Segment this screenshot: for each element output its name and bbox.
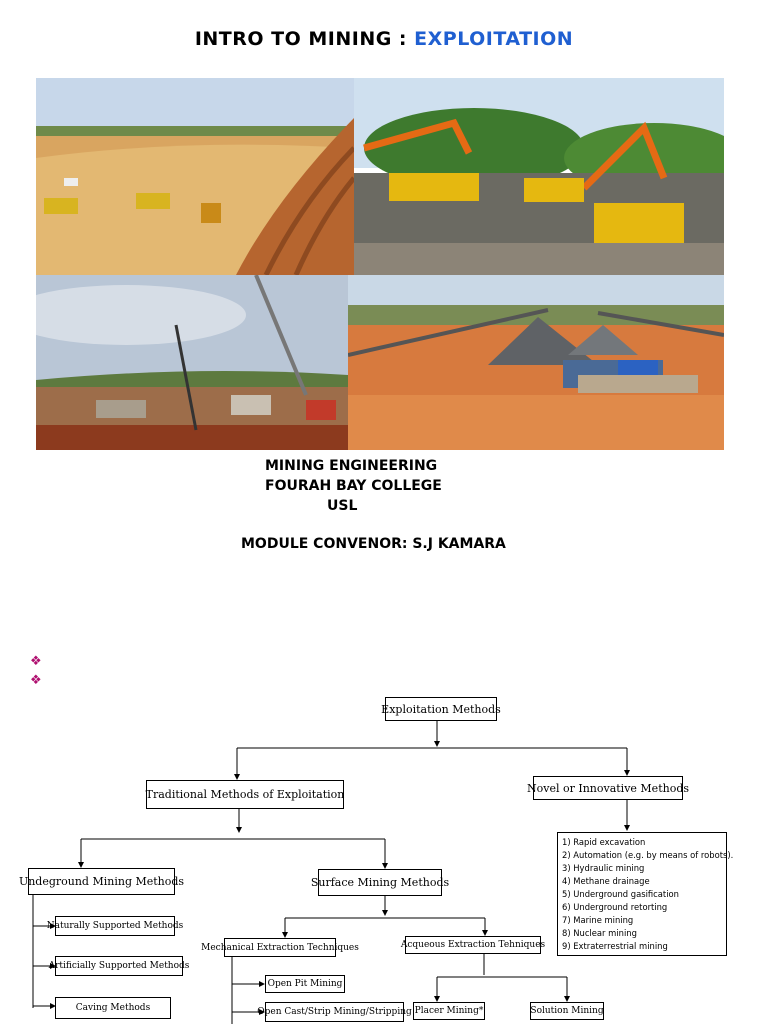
list-item: 1) Rapid excavation xyxy=(562,837,646,847)
list-item: 7) Marine mining xyxy=(562,915,634,925)
naturally-supported-node: Naturally Supported Methods xyxy=(55,916,175,936)
list-item: 4) Methane drainage xyxy=(562,876,650,886)
excavators-photo xyxy=(354,78,724,275)
page-title xyxy=(0,28,768,50)
bullet-marker: ❖ xyxy=(30,673,42,688)
university-line: USL xyxy=(327,498,358,514)
mechanical-extraction-node: Mechanical Extraction Techniques xyxy=(224,938,336,957)
processing-plant-photo xyxy=(348,275,724,450)
list-item: 3) Hydraulic mining xyxy=(562,863,645,873)
surface-methods-node: Surface Mining Methods xyxy=(318,869,442,896)
list-item: 2) Automation (e.g. by means of robots). xyxy=(562,850,734,860)
aqueous-extraction-node: Acqueous Extraction Tehniques xyxy=(405,936,541,954)
open-cast-mining-node: Open Cast/Strip Mining/Stripping xyxy=(265,1002,404,1022)
underground-methods-node: Undeground Mining Methods xyxy=(28,868,175,895)
program-line: MINING ENGINEERING xyxy=(265,458,438,474)
module-convenor: MODULE CONVENOR: S.J KAMARA xyxy=(241,536,506,552)
novel-methods-list xyxy=(557,832,734,956)
list-item: 5) Underground gasification xyxy=(562,889,679,899)
novel-methods-node: Novel or Innovative Methods xyxy=(533,776,683,800)
list-item: 9) Extraterrestrial mining xyxy=(562,941,668,951)
artificially-supported-node: Artificially Supported Methods xyxy=(55,956,183,976)
cranes-photo xyxy=(36,275,348,450)
title-main: INTRO TO MINING : xyxy=(194,28,408,50)
college-line: FOURAH BAY COLLEGE xyxy=(265,478,442,494)
list-item: 8) Nuclear mining xyxy=(562,928,637,938)
open-pit-photo xyxy=(36,78,354,275)
list-item: 6) Underground retorting xyxy=(562,902,668,912)
bullet-marker: ❖ xyxy=(30,654,42,669)
solution-mining-node: Solution Mining xyxy=(530,1002,604,1020)
caving-methods-node: Caving Methods xyxy=(55,997,171,1019)
placer-mining-node: Placer Mining* xyxy=(413,1002,485,1020)
exploitation-methods-node: Exploitation Methods xyxy=(385,697,497,721)
traditional-methods-node: Traditional Methods of Exploitation xyxy=(146,780,344,809)
title-accent: EXPLOITATION xyxy=(414,28,574,50)
open-pit-mining-node: Open Pit Mining xyxy=(265,975,345,993)
